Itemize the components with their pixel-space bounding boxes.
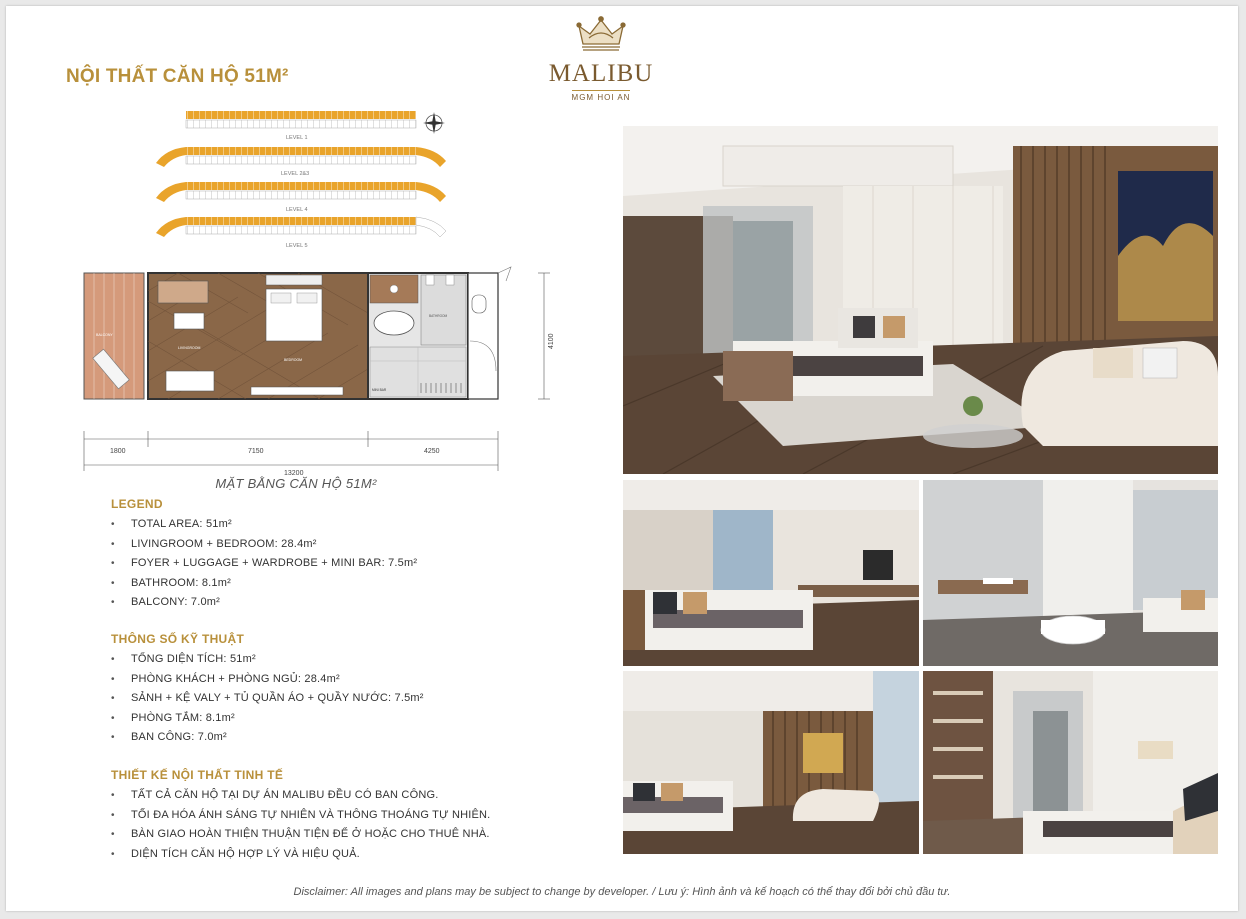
legend-item: • BALCONY: 7.0m² [111,593,417,613]
page-title: NỘI THẤT CĂN HỘ 51M² [66,66,289,87]
room-label-livingroom: LIVINGROOM [178,346,201,350]
room-label-minibar: MINI BAR [372,388,387,392]
dim-total: 13200 [284,470,304,477]
brochure-page [6,6,1238,911]
interior-photo-wardrobe [923,671,1218,854]
spec-item: • PHÒNG KHÁCH + PHÒNG NGỦ: 28.4m² [111,670,424,690]
interior-photo-lounge [623,671,919,854]
legend-item: • FOYER + LUGGAGE + WARDROBE + MINI BAR: 7.5m² [111,554,417,574]
dim-bathroom: 4250 [424,448,440,455]
level-label: LEVEL 4 [286,207,308,213]
level-2-3-block [156,147,446,177]
spec-item: • BAN CÔNG: 7.0m² [111,728,424,748]
design-section [111,768,490,864]
interior-photo-bedroom [623,480,919,666]
legend-item: • BATHROOM: 8.1m² [111,574,417,594]
interior-photo-bathroom [923,480,1218,666]
floor-plan-caption: MẶT BẰNG CĂN HỘ 51M² [215,476,377,491]
design-item: • BÀN GIAO HOÀN THIỆN THUẬN TIỆN ĐỂ Ở HOẶC CHO THUÊ NHÀ. [111,825,490,845]
level-label: LEVEL 2&3 [281,171,310,177]
level-plan-diagram [146,101,456,251]
room-label-bedroom: BEDROOM [284,358,303,362]
crown-icon [575,14,627,54]
logo-subtitle: MGM HOI AN [572,90,631,102]
design-item: • TẤT CẢ CĂN HỘ TẠI DỰ ÁN MALIBU ĐỀU CÓ BAN CÔNG. [111,786,490,806]
dim-room: 7150 [248,448,264,455]
level-label: LEVEL 1 [286,135,308,141]
legend-section [111,497,417,613]
spec-item: • TỔNG DIỆN TÍCH: 51m² [111,650,424,670]
malibu-logo [546,14,656,105]
level-5-block [156,217,446,249]
level-1-block [186,111,416,141]
level-4-block [156,182,446,213]
design-item: • TỐI ĐA HÓA ÁNH SÁNG TỰ NHIÊN VÀ THÔNG THOÁNG TỰ NHIÊN. [111,806,490,826]
dim-height: 4100 [548,333,555,349]
spec-item: • SẢNH + KỆ VALY + TỦ QUẦN ÁO + QUẦY NƯỚC: 7.5m² [111,689,424,709]
specs-heading: THÔNG SỐ KỸ THUẬT [111,632,245,646]
legend-item: • LIVINGROOM + BEDROOM: 28.4m² [111,535,417,555]
legend-heading: LEGEND [111,497,163,511]
room-label-bathroom: BATHROOM [429,314,448,318]
level-label: LEVEL 5 [286,243,308,249]
logo-name: MALIBU [548,60,654,87]
dim-balcony: 1800 [110,448,126,455]
spec-item: • PHÒNG TẮM: 8.1m² [111,709,424,729]
interior-photo-main [623,126,1218,474]
specs-section [111,632,424,748]
legend-item: • TOTAL AREA: 51m² [111,515,417,535]
compass-icon [423,112,445,134]
disclaimer: Disclaimer: All images and plans may be subject to change by developer. / Lưu ý: Hình ảnh và kế hoạch có thể thay đổi bởi chủ đầu tư. [293,886,951,898]
room-label-balcony: BALCONY [96,333,113,337]
floor-plan-diagram [66,261,566,486]
design-heading: THIẾT KẾ NỘI THẤT TINH TẾ [111,768,284,782]
design-item: • DIỆN TÍCH CĂN HỘ HỢP LÝ VÀ HIỆU QUẢ. [111,845,490,865]
